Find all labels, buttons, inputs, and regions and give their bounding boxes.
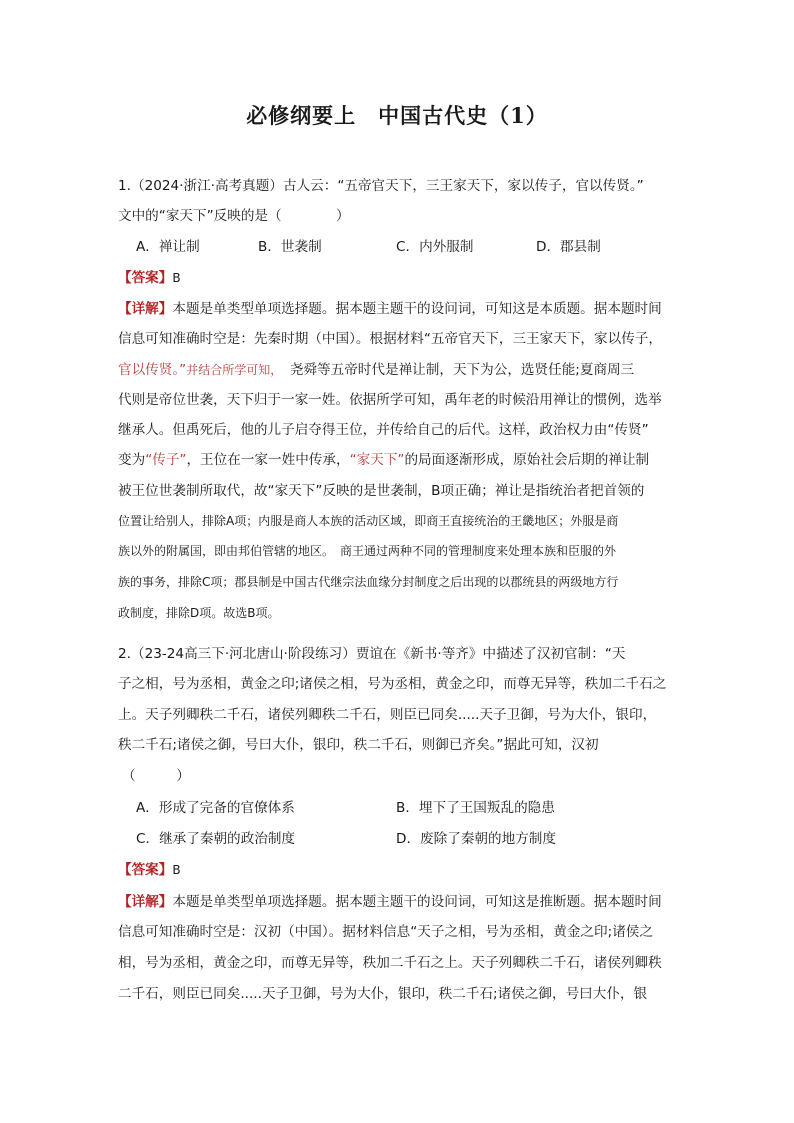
q2-stem-line-1: 2.（23-24高三下·河北唐山·阶段练习）贾谊在《新书·等齐》中描述了汉初官制：“天 xyxy=(118,646,626,662)
q1-detail-line-7: 被王位世袭制所取代，故“家天下”反映的是世袭制，B项正确；禅让是指统治者把首领的 xyxy=(118,483,645,499)
q2-answer-value: B xyxy=(172,863,181,877)
q2-answer-label: 【答案】 xyxy=(118,862,173,878)
q2-option-d: D．废除了秦朝的地方制度 xyxy=(396,831,556,847)
q1-detail-line-1: 【详解】本题是单类型单项选择题。据本题主题干的设问词，可知这是本质题。据本题时间 xyxy=(118,301,662,317)
q1-detail-line-4: 代则是帝位世袭，天下归于一家一姓。依据所学可知，禹年老的时候沿用禅让的惯例，选举 xyxy=(118,392,662,408)
q2-stem-line-4: 秩二千石;诸侯之御，号曰大仆，银印，秩二千石，则御已齐矣。”据此可知，汉初 xyxy=(118,737,599,753)
q1-stem-line-1: 1.（2024·浙江·高考真题）古人云：“五帝官天下，三王家天下，家以传子，官以传贤。” xyxy=(118,178,644,194)
q1-option-a: A．禅让制 xyxy=(136,239,200,255)
q1-detail-line-3: 官以传贤。”并结合所学可知， 尧舜等五帝时代是禅让制，天下为公，选贤任能;夏商周三 xyxy=(118,362,635,378)
q1-answer-value: B xyxy=(172,271,181,285)
q1-detail-line-6: 变为“传子”，王位在一家一姓中传承，“家天下”的局面逐渐形成，原始社会后期的禅让制 xyxy=(118,452,650,468)
q1-detail-line-8: 位置让给别人，排除A项；内服是商人本族的活动区域，即商王直接统治的王畿地区；外服是商 xyxy=(118,514,619,528)
q1-option-c: C．内外服制 xyxy=(396,239,474,255)
q2-option-c: C．继承了秦朝的政治制度 xyxy=(136,831,296,847)
q1-option-d: D．郡县制 xyxy=(536,239,601,255)
q2-stem-line-3: 上。天子列卿秩二千石，诸侯列卿秩二千石，则臣已同矣.....天子卫御，号为大仆，银印， xyxy=(118,707,657,723)
q1-detail-line-11: 政制度，排除D项。故选B项。 xyxy=(118,606,280,620)
q2-option-b: B．埋下了王国叛乱的隐患 xyxy=(396,800,555,816)
q2-detail-label: 【详解】 xyxy=(118,894,173,910)
q1-detail-line-9: 族以外的附属国，即由邦伯管辖的地区。 商王通过两种不同的管理制度来处理本族和臣服的外 xyxy=(118,544,617,558)
q1-stem-line-2: 文中的“家天下”反映的是（ ） xyxy=(118,208,350,224)
q2-detail-line-2: 信息可知准确时空是：汉初（中国）。据材料信息“天子之相，号为丞相，黄金之印;诸侯之 xyxy=(118,924,653,940)
q1-answer xyxy=(118,268,181,288)
q2-stem-line-5: （ ） xyxy=(122,768,190,784)
q1-detail-line-10: 族的事务，排除C项；郡县制是中国古代继宗法血缘分封制度之后出现的以郡统县的两级地方行 xyxy=(118,575,619,589)
q1-detail-label: 【详解】 xyxy=(118,301,173,317)
q2-answer xyxy=(118,860,181,880)
q2-stem-line-2: 子之相，号为丞相，黄金之印;诸侯之相，号为丞相，黄金之印，而尊无异等，秩加二千石之 xyxy=(118,676,667,692)
q2-detail-line-1: 【详解】本题是单类型单项选择题。据本题主题干的设问词，可知这是推断题。据本题时间 xyxy=(118,894,662,910)
q1-option-b: B．世袭制 xyxy=(258,239,322,255)
page-title: 必修纲要上 中国古代史（1） xyxy=(246,103,548,128)
q2-option-a: A．形成了完备的官僚体系 xyxy=(136,800,295,816)
q1-detail-line-5: 继承人。但禹死后，他的儿子启夺得王位，并传给自己的后代。这样，政治权力由“传贤” xyxy=(118,422,649,438)
q1-answer-label: 【答案】 xyxy=(118,270,173,286)
q1-detail-line-2: 信息可知准确时空是：先秦时期（中国）。根据材料“五帝官天下，三王家天下，家以传子， xyxy=(118,331,662,347)
q2-detail-line-3: 相，号为丞相，黄金之印，而尊无异等，秩加二千石之上。天子列卿秩二千石，诸侯列卿秩 xyxy=(118,955,662,971)
q2-detail-line-4: 二千石，则臣已同矣.....天子卫御，号为大仆，银印，秩二千石;诸侯之御，号曰大仆，银 xyxy=(118,986,648,1002)
